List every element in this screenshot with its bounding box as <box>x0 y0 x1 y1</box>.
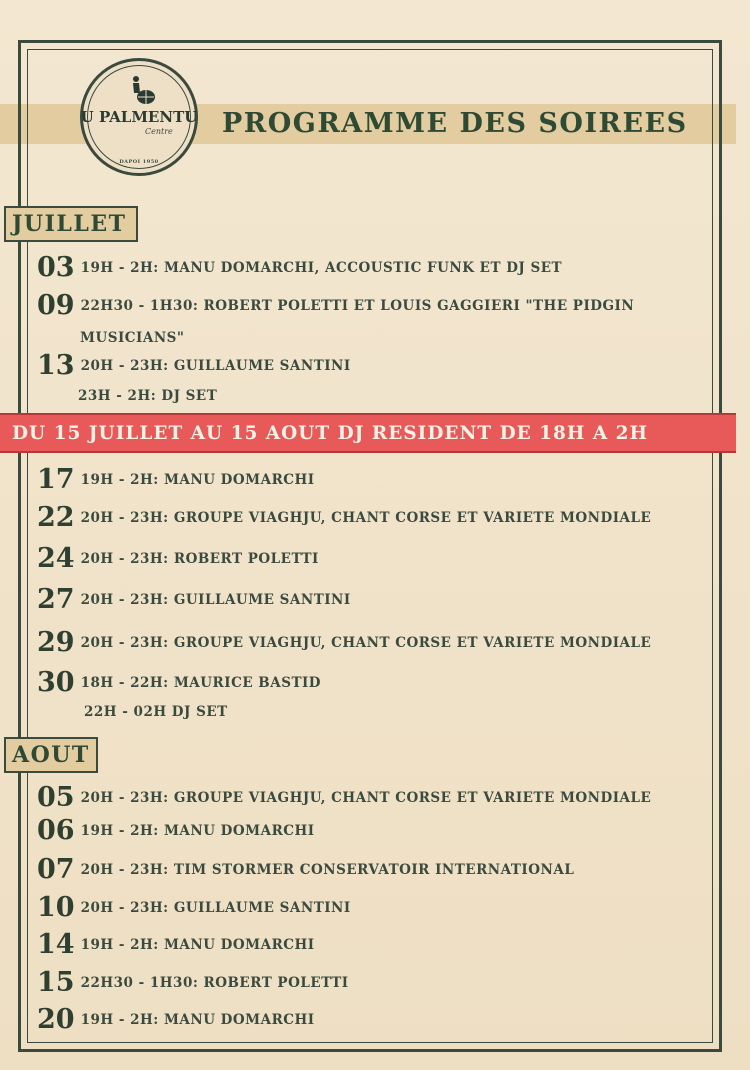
logo-since: DAPOI 1950 <box>119 159 159 165</box>
logo-subtitle: Centre <box>145 127 173 136</box>
event-text: 20H - 23H: GROUPE VIAGHJU, CHANT CORSE ET VARIETE MONDIALE <box>80 509 652 526</box>
event-day: 27 <box>37 584 75 615</box>
event-row <box>37 627 651 658</box>
event-day: 29 <box>37 627 75 658</box>
event-text: 19H - 2H: MANU DOMARCHI <box>80 936 315 953</box>
event-text: 19H - 2H: MANU DOMARCHI <box>80 471 315 488</box>
event-row <box>37 782 651 813</box>
event-text-continued: 23H - 2H: DJ SET <box>78 388 218 404</box>
event-day: 10 <box>37 892 75 923</box>
event-row <box>37 892 351 923</box>
event-day: 05 <box>37 782 75 813</box>
event-text-continued: 22H - 02H DJ SET <box>84 704 228 720</box>
event-day: 22 <box>37 502 75 533</box>
event-row <box>37 667 321 698</box>
event-text: 19H - 2H: MANU DOMARCHI <box>80 1011 315 1028</box>
event-text: 20H - 23H: ROBERT POLETTI <box>80 550 319 567</box>
event-day: 15 <box>37 967 75 998</box>
event-day: 30 <box>37 667 75 698</box>
event-text: 22H30 - 1H30: ROBERT POLETTI <box>80 974 349 991</box>
event-text: 18H - 22H: MAURICE BASTID <box>80 674 322 691</box>
event-day: 13 <box>37 350 75 381</box>
event-row <box>37 854 574 885</box>
barrel-figure-icon <box>127 75 157 105</box>
page-title: PROGRAMME DES SOIREES <box>222 108 688 139</box>
event-day: 20 <box>37 1004 75 1035</box>
event-row <box>37 464 315 495</box>
event-day: 06 <box>37 815 75 846</box>
event-text: 20H - 23H: GROUPE VIAGHJU, CHANT CORSE ET VARIETE MONDIALE <box>80 634 652 651</box>
event-day: 07 <box>37 854 75 885</box>
event-text: 20H - 23H: TIM STORMER CONSERVATOIR INTERNATIONAL <box>80 861 575 878</box>
event-row <box>37 1004 315 1035</box>
event-day: 24 <box>37 543 75 574</box>
event-text: 19H - 2H: MANU DOMARCHI <box>80 822 315 839</box>
banner-text: DU 15 JUILLET AU 15 AOUT DJ RESIDENT DE 18H A 2H <box>12 423 648 444</box>
event-row <box>37 350 351 381</box>
event-row <box>37 929 315 960</box>
event-row <box>37 815 315 846</box>
logo <box>80 58 198 176</box>
month-label-aout: AOUT <box>4 737 98 773</box>
event-day: 17 <box>37 464 75 495</box>
event-text-continued: MUSICIANS" <box>80 330 185 346</box>
event-text: 20H - 23H: GROUPE VIAGHJU, CHANT CORSE ET VARIETE MONDIALE <box>80 789 652 806</box>
event-row <box>37 584 351 615</box>
event-text: 19H - 2H: MANU DOMARCHI, ACCOUSTIC FUNK ET DJ SET <box>80 259 563 276</box>
event-row <box>37 502 651 533</box>
event-text: 20H - 23H: GUILLAUME SANTINI <box>80 591 351 608</box>
event-row <box>37 967 349 998</box>
event-row <box>37 543 319 574</box>
event-text: 20H - 23H: GUILLAUME SANTINI <box>80 899 351 916</box>
event-text: 22H30 - 1H30: ROBERT POLETTI ET LOUIS GAGGIERI "THE PIDGIN <box>80 297 635 314</box>
logo-name: U PALMENTU <box>80 108 198 126</box>
event-text: 20H - 23H: GUILLAUME SANTINI <box>80 357 351 374</box>
event-day: 09 <box>37 290 75 321</box>
month-label-juillet: JUILLET <box>4 206 138 242</box>
event-day: 14 <box>37 929 75 960</box>
event-row <box>37 252 562 283</box>
resident-dj-banner <box>0 413 736 453</box>
event-day: 03 <box>37 252 75 283</box>
event-row <box>37 290 634 321</box>
